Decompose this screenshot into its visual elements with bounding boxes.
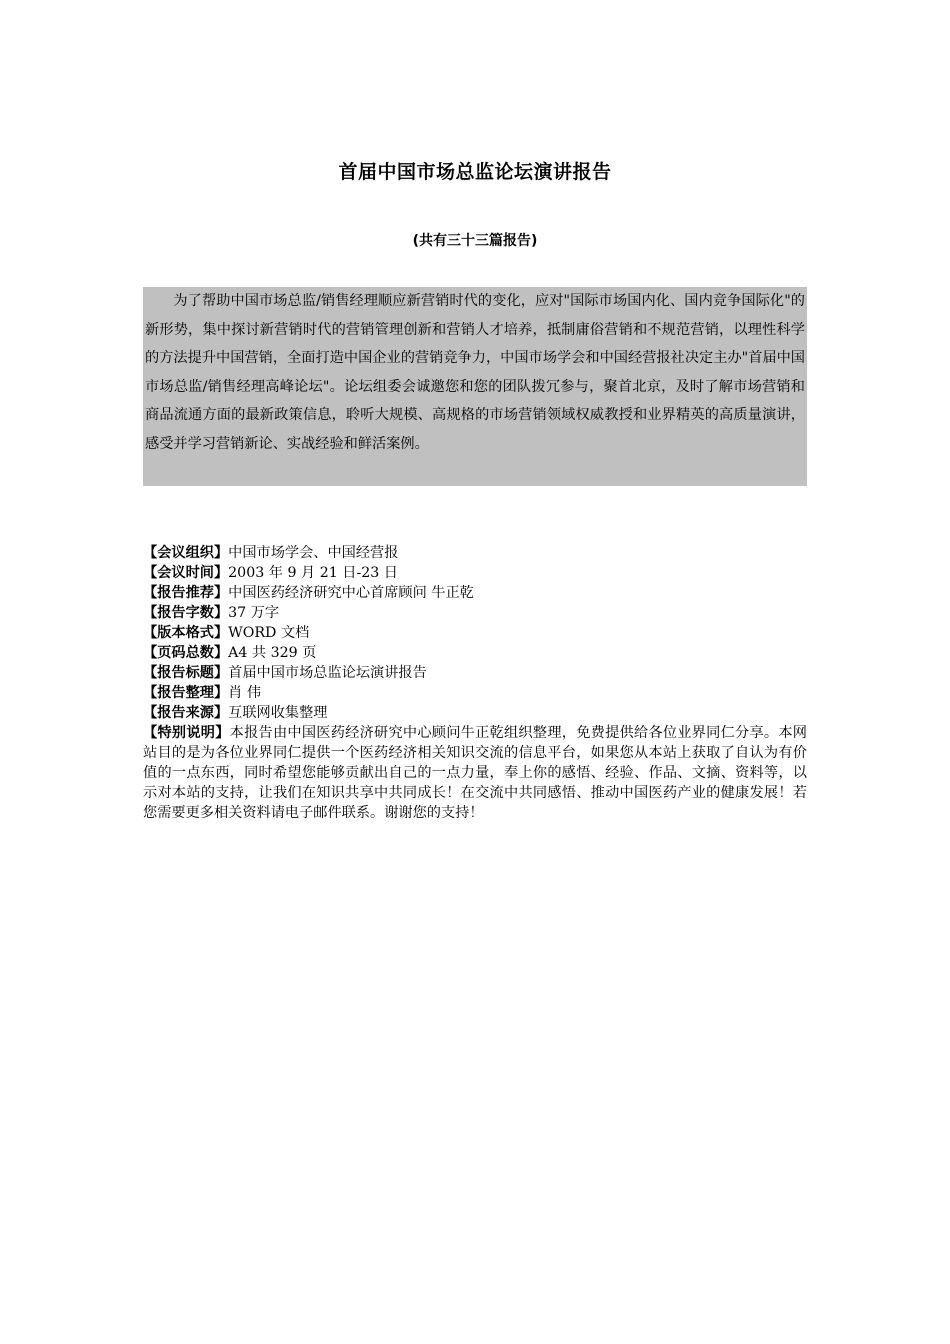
meta-label: 【页码总数】 [143, 645, 229, 661]
document-title: 首届中国市场总监论坛演讲报告 [338, 161, 612, 183]
document-subtitle: (共有三十三篇报告) [412, 233, 538, 249]
meta-row-report-title [143, 663, 807, 683]
meta-value: 中国医药经济研究中心首席顾问 牛正乾 [228, 585, 474, 601]
meta-row-date [143, 563, 807, 583]
meta-value: WORD 文档 [228, 625, 310, 641]
meta-label: 【报告整理】 [143, 685, 229, 701]
meta-value: 肖 伟 [228, 685, 262, 701]
meta-value: 首届中国市场总监论坛演讲报告 [228, 665, 427, 681]
meta-value: 2003 年 9 月 21 日-23 日 [228, 565, 398, 581]
meta-row-source [143, 703, 807, 723]
meta-row-organizer [143, 543, 807, 563]
intro-paragraph: 为了帮助中国市场总监/销售经理顺应新营销时代的变化，应对"国际市场国内化、国内竞争国际化"的新形势，集中探讨新营销时代的营销管理创新和营销人才培养，抵制庸俗营销和不规范营销，以理性科学的方法提升中国营销，全面打造中国企业的营销竞争力，中国市场学会和中国经营报社决定主办"首届中国市场总监/销售经理高峰论坛"。论坛组委会诚邀您和您的团队拨冗参与，聚首北京，及时了解市场营销和商品流通方面的最新政策信息，聆听大规模、高规格的市场营销领域权威教授和业界精英的高质量演讲，感受并学习营销新论、实战经验和鲜活案例。 [143, 287, 807, 486]
meta-row-word-count [143, 603, 807, 623]
meta-value: 本报告由中国医药经济研究中心顾问牛正乾组织整理，免费提供给各位业界同仁分享。本网站目的是为各位业界同仁提供一个医药经济相关知识交流的信息平台，如果您从本站上获取了自认为有价值的一点东西，同时希望您能够贡献出自己的一点力量，奉上你的感悟、经验、作品、文摘、资料等，以示对本站的支持，让我们在知识共享中共同成长！在交流中共同感悟、推动中国医药产业的健康发展！若您需要更多相关资料请电子邮件联系。谢谢您的支持！ [143, 725, 807, 821]
report-details [143, 543, 807, 823]
meta-label: 【特别说明】 [143, 725, 230, 741]
meta-label: 【报告来源】 [143, 705, 229, 721]
meta-row-page-count [143, 643, 807, 663]
meta-value: 中国市场学会、中国经营报 [228, 545, 399, 561]
meta-label: 【报告推荐】 [143, 585, 229, 601]
meta-row-special-note [143, 723, 807, 823]
meta-row-compiler [143, 683, 807, 703]
meta-value: 37 万字 [228, 605, 280, 621]
meta-label: 【版本格式】 [143, 625, 229, 641]
meta-row-recommender [143, 583, 807, 603]
meta-row-format [143, 623, 807, 643]
meta-value: 互联网收集整理 [228, 705, 328, 721]
meta-label: 【报告字数】 [143, 605, 229, 621]
meta-label: 【会议组织】 [143, 545, 229, 561]
meta-label: 【会议时间】 [143, 565, 229, 581]
meta-label: 【报告标题】 [143, 665, 229, 681]
meta-value: A4 共 329 页 [228, 645, 317, 661]
